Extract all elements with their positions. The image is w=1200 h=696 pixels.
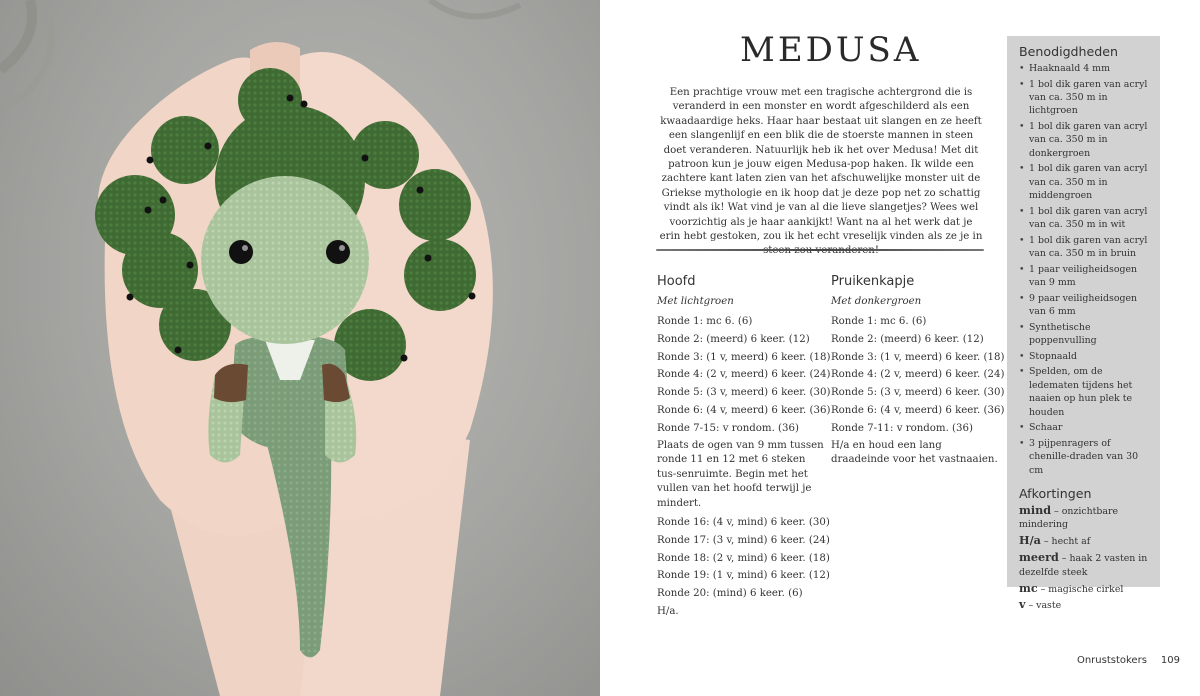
supply-item: • 1 bol dik garen van acryl van ca. 350 m in lichtgroen [1019,78,1150,118]
supply-item: • Spelden, om de ledematen tijdens het naaien op hun plek te houden [1019,365,1150,419]
pattern-round: Ronde 6: (4 v, meerd) 6 keer. (36) [831,404,1005,416]
abbr-term: mc [1019,580,1038,595]
divider [656,249,984,251]
pattern-round: Ronde 4: (2 v, meerd) 6 keer. (24) [831,369,1005,381]
pattern-round: Ronde 6: (4 v, meerd) 6 keer. (36) [657,404,831,416]
abbr-desc: – magische cirkel [1037,583,1124,595]
supply-item: • 1 bol dik garen van acryl van ca. 350 m in donkergroen [1019,120,1150,160]
pattern-round: Ronde 20: (mind) 6 keer. (6) [657,588,803,600]
pattern-round: Ronde 3: (1 v, meerd) 6 keer. (18) [831,351,1005,363]
hoofd-color: Met lichtgroen [657,296,734,307]
supply-item: • Haaknaald 4 mm [1019,62,1150,75]
pattern-round: Ronde 5: (3 v, meerd) 6 keer. (30) [831,387,1005,399]
pattern-round: Ronde 2: (meerd) 6 keer. (12) [831,333,984,345]
pattern-round: Ronde 18: (2 v, mind) 6 keer. (18) [657,552,830,564]
supply-item: • Schaar [1019,421,1150,434]
abbr-desc: – hecht af [1040,536,1091,548]
abbreviation-item [1019,582,1150,596]
supply-item: • Synthetische poppenvulling [1019,321,1150,348]
pattern-round: Ronde 2: (meerd) 6 keer. (12) [657,333,810,345]
pattern-round: Ronde 7-15: v rondom. (36) [657,422,799,434]
abbr-desc: – vaste [1025,600,1062,612]
abbr-term: meerd [1019,550,1059,565]
abbreviations-title: Afkortingen [1019,486,1092,502]
pruik-color: Met donkergroen [831,296,922,307]
footer-section: Onruststokers [1076,655,1147,666]
supply-item: • 9 paar veiligheidsogen van 6 mm [1019,292,1150,319]
abbreviation-item [1019,598,1150,612]
abbr-term: H/a [1019,533,1041,548]
supply-item: • 1 bol dik garen van acryl van ca. 350 m in wit [1019,205,1150,232]
abbreviation-item [1019,551,1150,579]
pattern-round: Ronde 3: (1 v, meerd) 6 keer. (18) [657,351,831,363]
abbr-term: mind [1019,503,1052,518]
page-title: MEDUSA [740,30,922,70]
pattern-round: Ronde 7-11: v rondom. (36) [831,422,973,434]
intro-text: Een prachtige vrouw met een tragische achtergrond die is veranderd in een monster en wordt afgeschilderd als een kwaadaardige heks. Haar haar bestaat uit slangen en ze heeft een slangenlijf en een blik die de stoerste mannen in steen doet veranderen. Natuurlijk heb ik het over Medusa! Met dit patroon kun je jouw eigen Medusa-pop haken. Ik wilde een zachtere kant laten zien van het afschuwelijke monster uit de Griekse mythologie en ik hoop dat je deze pop net zo schattig vindt als ik! Wat vind je van al die lieve slangetjes? Wees wel voorzichtig als je haar aankijkt! Want na al het werk dat je erin hebt gestoken, zou ik het echt vreselijk vinden als ze je in [659,87,983,243]
pruik-instruction: H/a en houd een lang draadeinde voor het vastnaaien. [831,439,998,466]
abbreviation-item [1019,534,1150,548]
pattern-page [600,0,1200,696]
pattern-round: Ronde 16: (4 v, mind) 6 keer. (30) [657,517,830,529]
supply-item: • 1 bol dik garen van acryl van ca. 350 m in bruin [1019,234,1150,261]
abbreviation-item [1019,504,1150,532]
abbr-desc: – haak 2 vasten in dezelfde steek [1019,553,1148,578]
abbr-term: v [1019,597,1026,612]
pattern-round: Ronde 1: mc 6. (6) [831,316,927,327]
hoofd-instruction: Plaats de ogen van 9 mm tussen ronde 11 en 12 met 6 steken tus-senruimte. Begin met het vullen van het hoofd terwijl je mindert. [657,439,824,509]
right-eye-icon [326,240,350,264]
pattern-round: Ronde 5: (3 v, meerd) 6 keer. (30) [657,387,831,399]
page-footer [1060,655,1180,666]
supplies-title: Benodigdheden [1019,44,1119,59]
pattern-round: H/a. [657,606,679,618]
pruik-section [831,274,1005,471]
pattern-round: Ronde 4: (2 v, meerd) 6 keer. (24) [657,369,831,381]
pruik-title: Pruikenkapje [831,274,915,289]
hoofd-section [657,274,831,621]
pattern-round: Ronde 1: mc 6. (6) [657,316,753,327]
supplies-box [1007,36,1160,612]
page-number: 109 [1160,655,1180,666]
supplies-list [1019,62,1150,477]
abbr-desc: – onzichtbare mindering [1019,506,1118,531]
supply-item: • 1 paar veiligheidsogen van 9 mm [1019,263,1150,290]
supply-item: • 3 pijpenragers of chenille-draden van 30 cm [1019,437,1150,477]
pattern-round: Ronde 19: (1 v, mind) 6 keer. (12) [657,570,830,582]
supply-item: • Stopnaald [1019,350,1150,363]
hoofd-title: Hoofd [657,274,696,289]
pattern-round: Ronde 17: (3 v, mind) 6 keer. (24) [657,534,830,546]
left-eye-icon [229,240,253,264]
supply-item: • 1 bol dik garen van acryl van ca. 350 m in middengroen [1019,162,1150,202]
